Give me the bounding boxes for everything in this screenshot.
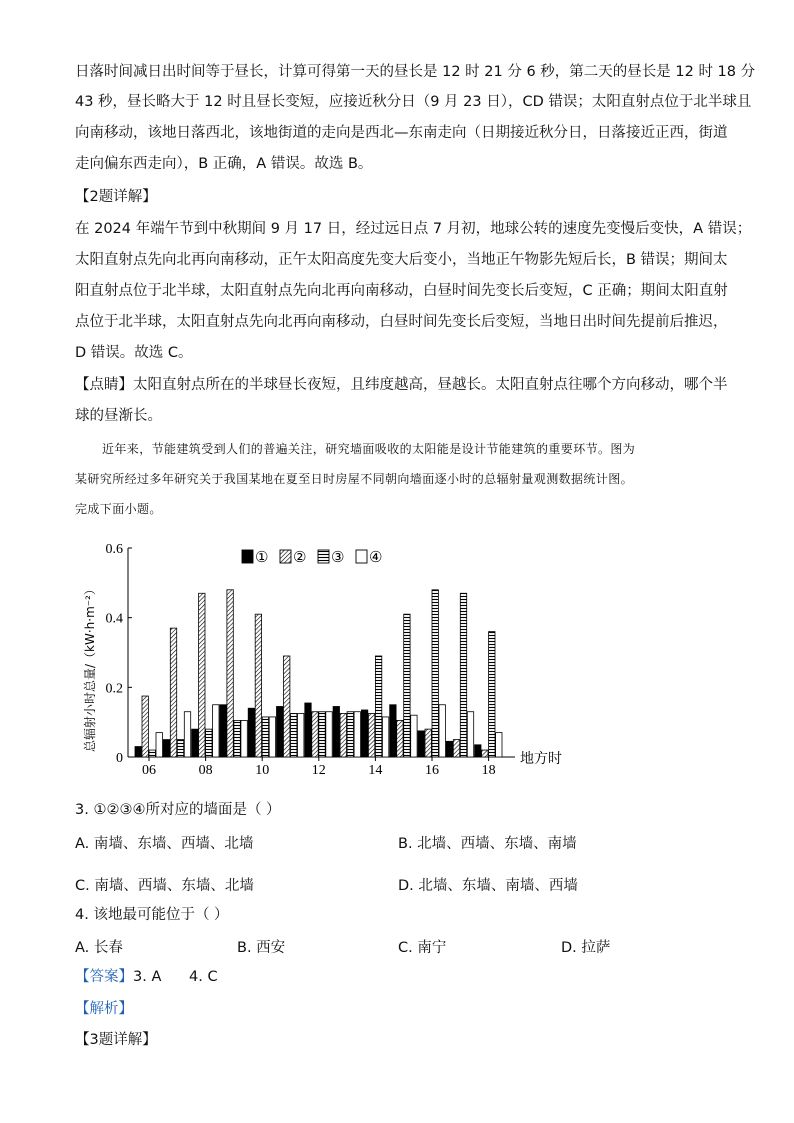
bar-①-13 xyxy=(333,706,339,757)
bar-②-6 xyxy=(142,696,148,757)
bar-①-6 xyxy=(135,747,141,757)
bar-①-10 xyxy=(248,708,254,757)
legend-swatch-③ xyxy=(318,550,329,563)
bar-④-16 xyxy=(439,705,445,757)
y-tick-label: 0.4 xyxy=(105,611,123,627)
para1-line2: 43 秒，昼长略大于 12 时且昼长变短，应接近秋分日（9 月 23 日），CD 错误；太阳直射点位于北半球且 xyxy=(75,94,752,110)
bar-②-15 xyxy=(397,720,403,757)
q4-option-d[interactable]: D. 拉萨 xyxy=(561,940,611,956)
bar-②-12 xyxy=(312,712,318,757)
bar-③-10 xyxy=(262,717,268,757)
para2-line3: 阳直射点位于北半球，太阳直射点先向北再向南移动，白昼时间先变长后变短，C 正确；期间太阳直射 xyxy=(75,283,728,299)
q3-option-d[interactable]: D. 北墙、东墙、南墙、西墙 xyxy=(398,878,578,894)
para2-line5: D 错误。故选 C。 xyxy=(75,345,193,361)
legend-label-③: ③ xyxy=(331,548,345,566)
radiation-bar-chart xyxy=(70,535,590,785)
bar-②-18 xyxy=(482,750,488,757)
bar-②-14 xyxy=(368,713,374,757)
q4-option-c[interactable]: C. 南宁 xyxy=(398,940,447,956)
q4-stem: 4. 该地最可能位于（ ） xyxy=(75,907,229,923)
bar-②-10 xyxy=(255,614,261,757)
x-tick-label: 18 xyxy=(481,763,496,778)
bar-②-8 xyxy=(199,593,205,757)
intro-line1: 近年来，节能建筑受到人们的普遍关注，研究墙面吸收的太阳能是设计节能建筑的重要环节。图为 xyxy=(102,442,636,456)
bar-④-9 xyxy=(241,720,247,757)
bar-③-7 xyxy=(177,740,183,757)
bar-①-16 xyxy=(418,731,424,757)
answer-text: 3. A 4. C xyxy=(133,969,218,985)
intro-line3: 完成下面小题。 xyxy=(75,502,162,516)
tip-line1: 【点睛】太阳直射点所在的半球昼长夜短，且纬度越高，昼越长。太阳直射点往哪个方向移动，哪个半 xyxy=(75,377,728,393)
q3-stem: 3. ①②③④所对应的墙面是（ ） xyxy=(75,802,281,818)
bar-③-17 xyxy=(460,593,466,757)
q4-option-b[interactable]: B. 西安 xyxy=(237,940,286,956)
bar-③-13 xyxy=(347,712,353,757)
bar-①-17 xyxy=(446,741,452,757)
q3-option-c[interactable]: C. 南墙、西墙、东墙、北墙 xyxy=(75,878,254,894)
x-axis-label: 地方时 xyxy=(520,751,562,767)
bar-①-11 xyxy=(277,706,283,757)
answer xyxy=(75,967,218,987)
bar-③-14 xyxy=(375,656,381,757)
para1-line1: 日落时间减日出时间等于昼长，计算可得第一天的昼长是 12 时 21 分 6 秒，第二天的昼长是 12 时 18 分 xyxy=(75,64,756,80)
bar-③-18 xyxy=(489,632,495,757)
legend-swatch-② xyxy=(280,550,291,563)
bar-④-10 xyxy=(269,717,275,757)
bar-③-16 xyxy=(432,590,438,757)
bar-④-15 xyxy=(411,715,417,757)
bar-①-9 xyxy=(220,705,226,757)
bar-①-15 xyxy=(390,705,396,757)
legend-label-②: ② xyxy=(293,548,307,566)
x-tick-label: 06 xyxy=(142,763,156,778)
bar-③-9 xyxy=(234,720,240,757)
legend-swatch-① xyxy=(242,550,253,563)
bar-②-16 xyxy=(425,729,431,757)
bar-④-18 xyxy=(496,733,502,757)
x-tick-label: 12 xyxy=(311,763,326,778)
bar-③-15 xyxy=(404,614,410,757)
bar-④-8 xyxy=(213,705,219,757)
bar-③-11 xyxy=(291,713,297,757)
bar-④-13 xyxy=(354,712,360,757)
analysis-heading: 【解析】 xyxy=(75,1001,133,1017)
x-tick-label: 10 xyxy=(255,763,270,778)
bar-④-7 xyxy=(184,712,190,757)
x-tick-label: 14 xyxy=(368,763,383,778)
bar-③-12 xyxy=(319,712,325,757)
x-tick-label: 16 xyxy=(425,763,439,778)
q3-option-b[interactable]: B. 北墙、西墙、东墙、南墙 xyxy=(398,836,577,852)
q3-option-a[interactable]: A. 南墙、东墙、西墙、北墙 xyxy=(75,836,254,852)
y-tick-label: 0.6 xyxy=(105,542,123,557)
section-heading-q2: 【2题详解】 xyxy=(75,189,157,205)
intro-line2: 某研究所经过多年研究关于我国某地在夏至日时房屋不同朝向墙面逐小时的总辐射量观测数据统计图。 xyxy=(75,472,634,486)
bar-②-9 xyxy=(227,590,233,757)
legend-swatch-④ xyxy=(356,550,367,563)
bar-④-17 xyxy=(467,712,473,757)
bar-①-7 xyxy=(163,740,169,757)
para2-line4: 点位于北半球，太阳直射点先向北再向南移动，白昼时间先变长后变短，当地日出时间先提前后推迟， xyxy=(75,314,728,330)
tip-line2: 球的昼渐长。 xyxy=(75,408,162,424)
bar-②-11 xyxy=(284,656,290,757)
y-tick-label: 0.2 xyxy=(105,681,123,697)
x-tick-label: 08 xyxy=(198,763,213,778)
section-heading-q3: 【3题详解】 xyxy=(75,1032,157,1048)
y-tick-label: 0 xyxy=(116,751,123,766)
bar-③-6 xyxy=(149,750,155,757)
legend-label-①: ① xyxy=(255,548,269,566)
bar-①-18 xyxy=(475,745,481,757)
q4-option-a[interactable]: A. 长春 xyxy=(75,940,123,956)
bar-④-14 xyxy=(382,717,388,757)
legend-label-④: ④ xyxy=(369,548,383,566)
answer-label: 【答案】 xyxy=(75,969,133,985)
bar-④-11 xyxy=(298,713,304,757)
y-axis-label: 总辐射小时总量/（kW·h·m⁻²） xyxy=(83,583,97,752)
bar-①-14 xyxy=(361,710,367,757)
bar-②-7 xyxy=(170,628,176,757)
para2-line2: 太阳直射点先向北再向南移动，正午太阳高度先变大后变小，当地正午物影先短后长，B 错误；期间太 xyxy=(75,252,728,268)
bar-②-17 xyxy=(453,740,459,757)
para2-line1: 在 2024 年端午节到中秋期间 9 月 17 日，经过远日点 7 月初，地球公转的速度先变慢后变快，A 错误； xyxy=(75,221,752,237)
bar-③-8 xyxy=(206,729,212,757)
bar-①-12 xyxy=(305,703,311,757)
para1-line4: 走向偏东西走向），B 正确，A 错误。故选 B。 xyxy=(75,156,373,172)
para1-line3: 向南移动，该地日落西北，该地街道的走向是西北—东南走向（日期接近秋分日，日落接近正西，街道 xyxy=(75,125,728,141)
bar-④-12 xyxy=(326,712,332,757)
bar-④-6 xyxy=(156,733,162,757)
bar-②-13 xyxy=(340,713,346,757)
bar-①-8 xyxy=(192,729,198,757)
